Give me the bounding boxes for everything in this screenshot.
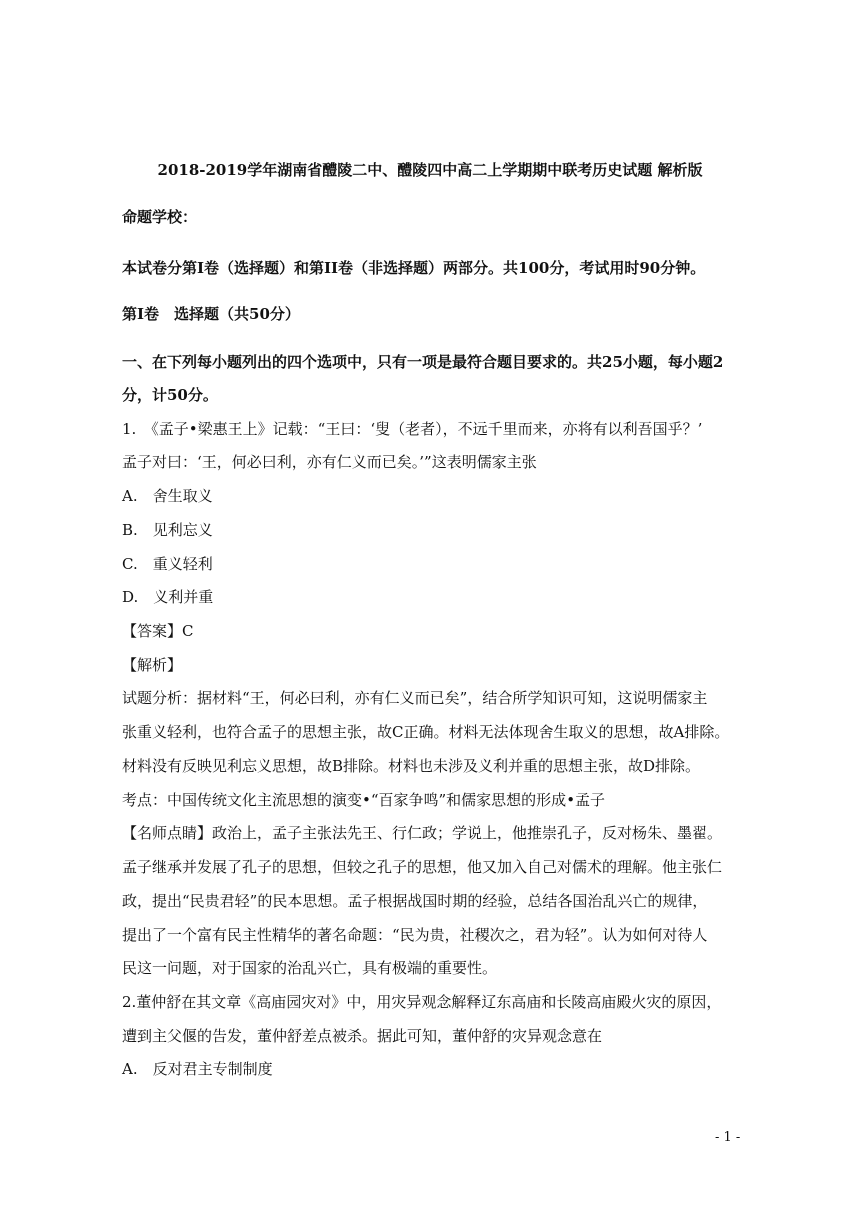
instruction-line-1: 一、在下列每小题列出的四个选项中，只有一项是最符合题目要求的。共25小题，每小题2 [122,353,724,371]
q1-kaodian: 考点：中国传统文化主流思想的演变•“百家争鸣”和儒家思想的形成•孟子 [122,791,606,809]
q1-stem-line-1: 1. 《孟子•梁惠王上》记载：“王曰：‘叟（老者），不远千里而来，亦将有以利吾国乎？’ [122,420,703,438]
q1-mingshi-line-2: 孟子继承并发展了孔子的思想，但较之孔子的思想，他又加入自己对儒术的理解。他主张仁 [122,858,723,876]
school-label: 命题学校： [122,208,198,226]
q1-analysis-line-3: 材料没有反映见利忘义思想，故B排除。材料也未涉及义利并重的思想主张，故D排除。 [122,757,701,775]
instruction-line-2: 分，计50分。 [122,386,218,404]
q1-option-d: D. 义利并重 [122,588,214,606]
document-title: 2018-2019学年湖南省醴陵二中、醴陵四中高二上学期期中联考历史试题 解析版 [157,161,703,179]
q1-mingshi-line-5: 民这一问题，对于国家的治乱兴亡，具有极端的重要性。 [122,959,498,977]
q2-stem-line-1: 2.董仲舒在其文章《高庙园灾对》中，用灾异观念解释辽东高庙和长陵高庙殿火灾的原因， [122,993,722,1011]
page-number: - 1 - [715,1130,741,1145]
q1-option-b: B. 见利忘义 [122,521,213,539]
q1-mingshi-line-1: 【名师点睛】政治上，孟子主张法先王、行仁政；学说上，他推崇孔子，反对杨朱、墨翟。 [122,824,723,842]
q1-mingshi-line-4: 提出了一个富有民主性精华的著名命题：“民为贵，社稷次之，君为轻”。认为如何对待人 [122,926,708,944]
q2-stem-line-2: 遭到主父偃的告发，董仲舒差点被杀。据此可知，董仲舒的灾异观念意在 [122,1027,603,1045]
q1-answer: 【答案】C [122,622,194,640]
q1-analysis-header: 【解析】 [122,656,183,674]
exam-intro: 本试卷分第Ⅰ卷（选择题）和第II卷（非选择题）两部分。共100分，考试用时90分钟。 [122,259,706,277]
q1-analysis-line-2: 张重义轻利，也符合孟子的思想主张，故C正确。材料无法体现舍生取义的思想，故A排除。 [122,723,730,741]
q1-stem-line-2: 孟子对曰：‘王，何必曰利，亦有仁义而已矣。’”这表明儒家主张 [122,453,537,471]
q1-option-c: C. 重义轻利 [122,555,213,573]
q1-option-a: A. 舍生取义 [122,487,213,505]
q1-mingshi-line-3: 政，提出“民贵君轻”的民本思想。孟子根据战国时期的经验，总结各国治乱兴亡的规律， [122,892,708,910]
q2-option-a: A. 反对君主专制制度 [122,1060,273,1078]
section-title: 第Ⅰ卷 选择题（共50分） [122,305,300,323]
q1-analysis-line-1: 试题分析：据材料“王，何必曰利，亦有仁义而已矣”，结合所学知识可知，这说明儒家主 [122,689,708,707]
